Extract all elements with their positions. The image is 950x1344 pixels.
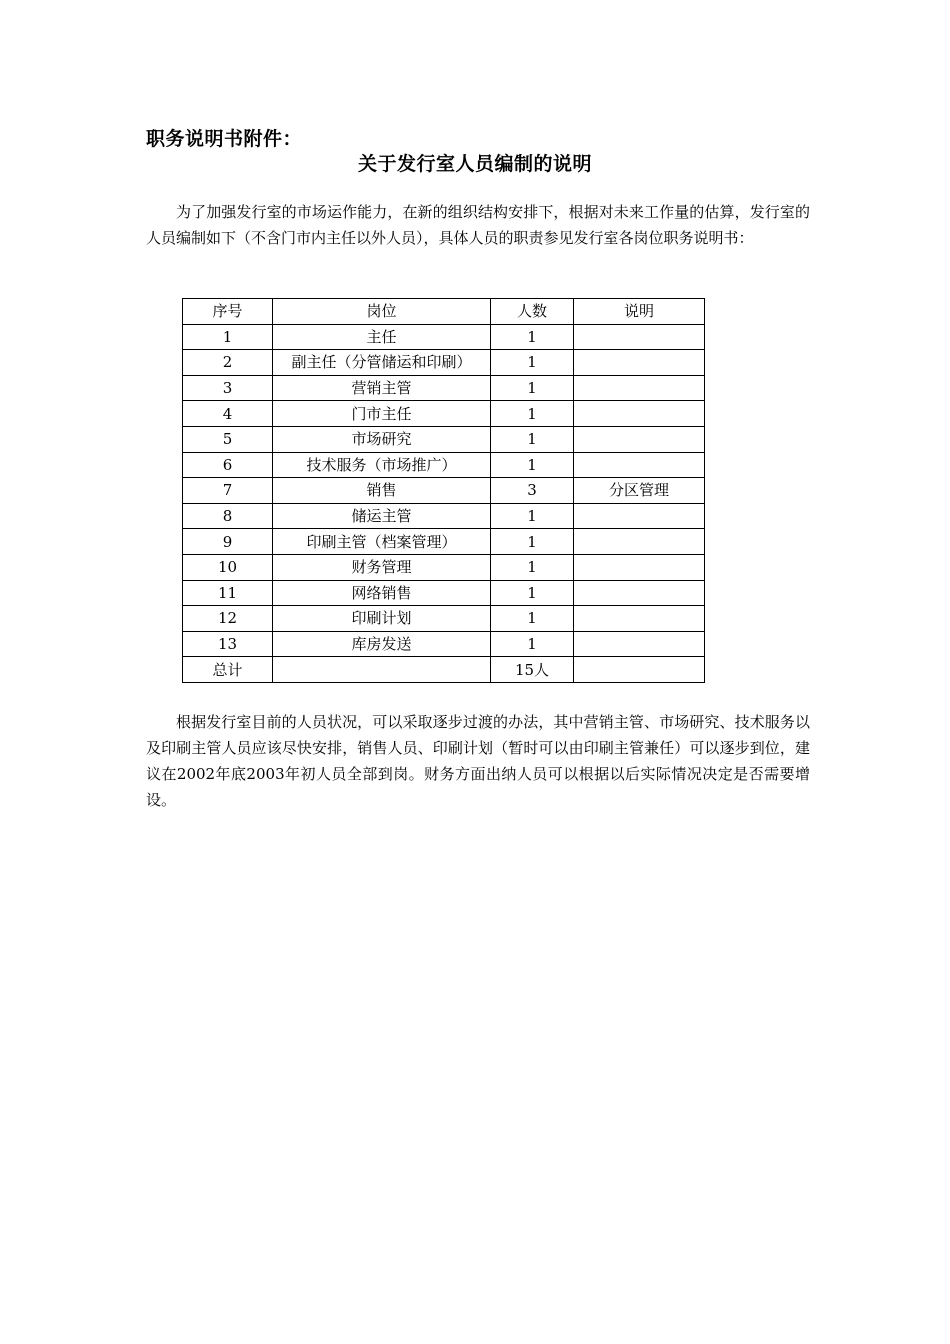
cell-note [574, 503, 705, 529]
header-cell-position: 岗位 [273, 299, 491, 325]
cell-note [574, 554, 705, 580]
cell-note: 分区管理 [574, 478, 705, 504]
header-cell-number: 序号 [183, 299, 273, 325]
cell-headcount: 1 [491, 452, 574, 478]
cell-position: 库房发送 [273, 631, 491, 657]
page-title: 关于发行室人员编制的说明 [357, 153, 592, 175]
staffing-table [182, 298, 705, 683]
attachment-title: 职务说明书附件： [146, 128, 303, 150]
cell-number: 6 [183, 452, 273, 478]
cell-headcount: 1 [491, 426, 574, 452]
cell-position: 财务管理 [273, 554, 491, 580]
cell-note [574, 350, 705, 376]
cell-number: 3 [183, 375, 273, 401]
table-row [183, 478, 705, 504]
table-row [183, 529, 705, 555]
cell-headcount: 1 [491, 631, 574, 657]
cell-note [574, 426, 705, 452]
cell-note [574, 606, 705, 632]
header-cell-note: 说明 [574, 299, 705, 325]
cell-headcount: 1 [491, 350, 574, 376]
table-row [183, 375, 705, 401]
table-row [183, 631, 705, 657]
total-cell-headcount: 15人 [491, 657, 574, 683]
cell-headcount: 1 [491, 580, 574, 606]
cell-note [574, 452, 705, 478]
header-cell-headcount: 人数 [491, 299, 574, 325]
table-row [183, 580, 705, 606]
cell-headcount: 1 [491, 401, 574, 427]
table-row [183, 503, 705, 529]
cell-number: 4 [183, 401, 273, 427]
cell-headcount: 1 [491, 324, 574, 350]
cell-position: 门市主任 [273, 401, 491, 427]
cell-position: 印刷计划 [273, 606, 491, 632]
cell-position: 副主任（分管储运和印刷） [273, 350, 491, 376]
cell-position: 网络销售 [273, 580, 491, 606]
cell-headcount: 1 [491, 529, 574, 555]
total-cell-note [574, 657, 705, 683]
cell-number: 13 [183, 631, 273, 657]
cell-note [574, 529, 705, 555]
table-row [183, 324, 705, 350]
cell-headcount: 1 [491, 554, 574, 580]
cell-headcount: 1 [491, 375, 574, 401]
cell-headcount: 3 [491, 478, 574, 504]
cell-number: 11 [183, 580, 273, 606]
cell-number: 1 [183, 324, 273, 350]
cell-number: 5 [183, 426, 273, 452]
cell-position: 储运主管 [273, 503, 491, 529]
cell-number: 8 [183, 503, 273, 529]
table-row [183, 350, 705, 376]
table-body [183, 299, 705, 683]
total-cell-number: 总计 [183, 657, 273, 683]
cell-note [574, 324, 705, 350]
table-row [183, 426, 705, 452]
cell-note [574, 401, 705, 427]
table-total-row [183, 657, 705, 683]
table-row [183, 606, 705, 632]
cell-headcount: 1 [491, 606, 574, 632]
cell-note [574, 580, 705, 606]
intro-paragraph: 为了加强发行室的市场运作能力，在新的组织结构安排下，根据对未来工作量的估算，发行室的人员编制如下（不含门市内主任以外人员），具体人员的职责参见发行室各岗位职务说明书： [146, 203, 810, 247]
cell-number: 2 [183, 350, 273, 376]
cell-headcount: 1 [491, 503, 574, 529]
cell-position: 主任 [273, 324, 491, 350]
total-cell-position [273, 657, 491, 683]
cell-number: 9 [183, 529, 273, 555]
cell-number: 10 [183, 554, 273, 580]
cell-position: 营销主管 [273, 375, 491, 401]
cell-position: 印刷主管（档案管理） [273, 529, 491, 555]
cell-number: 7 [183, 478, 273, 504]
cell-number: 12 [183, 606, 273, 632]
closing-paragraph: 根据发行室目前的人员状况，可以采取逐步过渡的办法，其中营销主管、市场研究、技术服务以及印刷主管人员应该尽快安排，销售人员、印刷计划（暂时可以由印刷主管兼任）可以逐步到位，建议在2002年底2003年初人员全部到岗。财务方面出纳人员可以根据以后实际情况决定是否需要增设。 [146, 713, 810, 809]
cell-position: 销售 [273, 478, 491, 504]
cell-note [574, 375, 705, 401]
cell-position: 市场研究 [273, 426, 491, 452]
table-row [183, 452, 705, 478]
table-header-row [183, 299, 705, 325]
cell-position: 技术服务（市场推广） [273, 452, 491, 478]
cell-note [574, 631, 705, 657]
table-row [183, 401, 705, 427]
table-row [183, 554, 705, 580]
